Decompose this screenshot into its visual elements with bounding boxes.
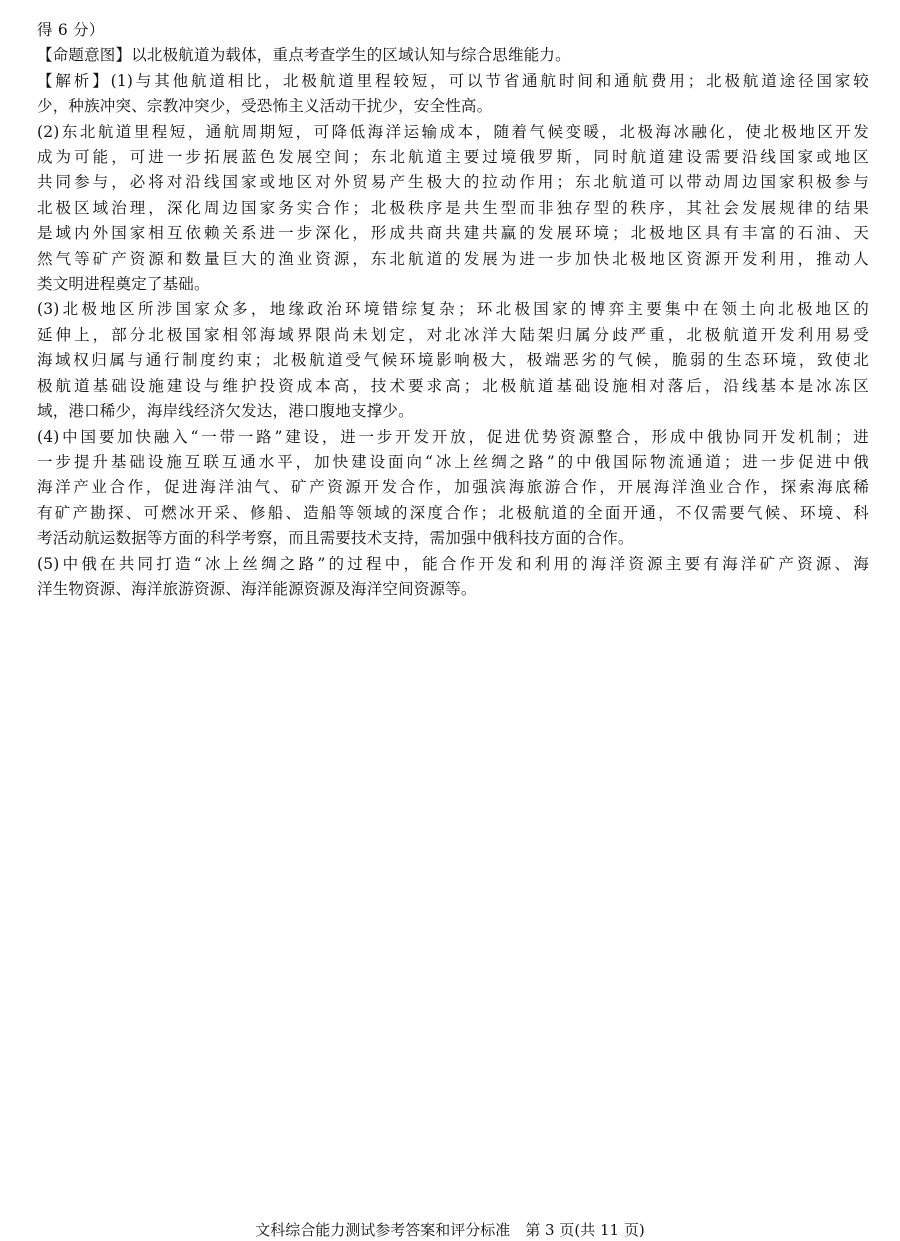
intent-paragraph (37, 43, 869, 68)
text-line: 考活动航运数据等方面的科学考察，而且需要技术支持，需加强中俄科技方面的合作。 (37, 529, 634, 548)
text-line: 类文明进程奠定了基础。 (37, 275, 210, 294)
text-line: (5)中俄在共同打造“冰上丝绸之路”的过程中，能合作开发和利用的海洋资源主要有海洋矿产资源、海 (37, 554, 869, 573)
text-line: 极航道基础设施建设与维护投资成本高，技术要求高；北极航道基础设施相对落后，沿线基本是冰冻区 (37, 376, 869, 395)
score-note (37, 18, 869, 43)
text-line: 成为可能，可进一步拓展蓝色发展空间；东北航道主要过境俄罗斯，同时航道建设需要沿线国家或地区 (37, 148, 869, 167)
text-line: 海洋产业合作，促进海洋油气、矿产资源开发合作，加强滨海旅游合作，开展海洋渔业合作，探索海底稀 (37, 478, 869, 497)
text-line: 有矿产勘探、可燃冰开采、修船、造船等领域的深度合作；北极航道的全面开通，不仅需要气候、环境、科 (37, 503, 869, 522)
analysis-paragraph-4 (37, 425, 869, 552)
text-line: 得 6 分） (37, 21, 105, 39)
text-line: 北极区域治理，深化周边国家务实合作；北极秩序是共生型而非独存型的秩序，其社会发展规律的结果 (37, 198, 869, 217)
text-line: 域，港口稀少，海岸线经济欠发达，港口腹地支撑少。 (37, 402, 414, 421)
text-line: 一步提升基础设施互联互通水平，加快建设面向“冰上丝绸之路”的中俄国际物流通道；进一步促进中俄 (37, 452, 869, 471)
text-line: 然气等矿产资源和数量巨大的渔业资源，东北航道的发展为进一步加快北极地区资源开发利用，推动人 (37, 249, 869, 268)
analysis-paragraph-5 (37, 552, 869, 603)
text-line: 【解析】(1)与其他航道相比，北极航道里程较短，可以节省通航时间和通航费用；北极航道途径国家较 (37, 71, 869, 90)
page-footer: 文科综合能力测试参考答案和评分标准 第 3 页(共 11 页) (255, 1221, 645, 1239)
text-line: (4)中国要加快融入“一带一路”建设，进一步开发开放，促进优势资源整合，形成中俄协同开发机制；进 (37, 427, 869, 446)
text-line: (3)北极地区所涉国家众多，地缘政治环境错综复杂；环北极国家的博弈主要集中在领土向北极地区的 (37, 300, 869, 319)
document-body (37, 18, 869, 602)
text-line: 洋生物资源、海洋旅游资源、海洋能源资源及海洋空间资源等。 (37, 579, 477, 598)
text-line: (2)东北航道里程短，通航周期短，可降低海洋运输成本，随着气候变暖，北极海冰融化，使北极地区开发 (37, 122, 869, 141)
text-line: 延伸上，部分北极国家相邻海域界限尚未划定，对北冰洋大陆架归属分歧严重，北极航道开发利用易受 (37, 325, 869, 344)
text-line: 【命题意图】以北极航道为载体，重点考查学生的区域认知与综合思维能力。 (37, 46, 571, 65)
text-line: 少，种族冲突、宗教冲突少，受恐怖主义活动干扰少，安全性高。 (37, 97, 493, 116)
text-line: 海域权归属与通行制度约束；北极航道受气候环境影响极大，极端恶劣的气候，脆弱的生态环境，致使北 (37, 351, 869, 370)
analysis-paragraph-3 (37, 297, 869, 424)
text-line: 共同参与，必将对沿线国家或地区对外贸易产生极大的拉动作用；东北航道可以带动周边国家积极参与 (37, 173, 869, 192)
analysis-paragraph-1 (37, 69, 869, 120)
text-line: 是域内外国家相互依赖关系进一步深化，形成共商共建共赢的发展环境；北极地区具有丰富的石油、天 (37, 224, 869, 243)
analysis-paragraph-2 (37, 120, 869, 298)
